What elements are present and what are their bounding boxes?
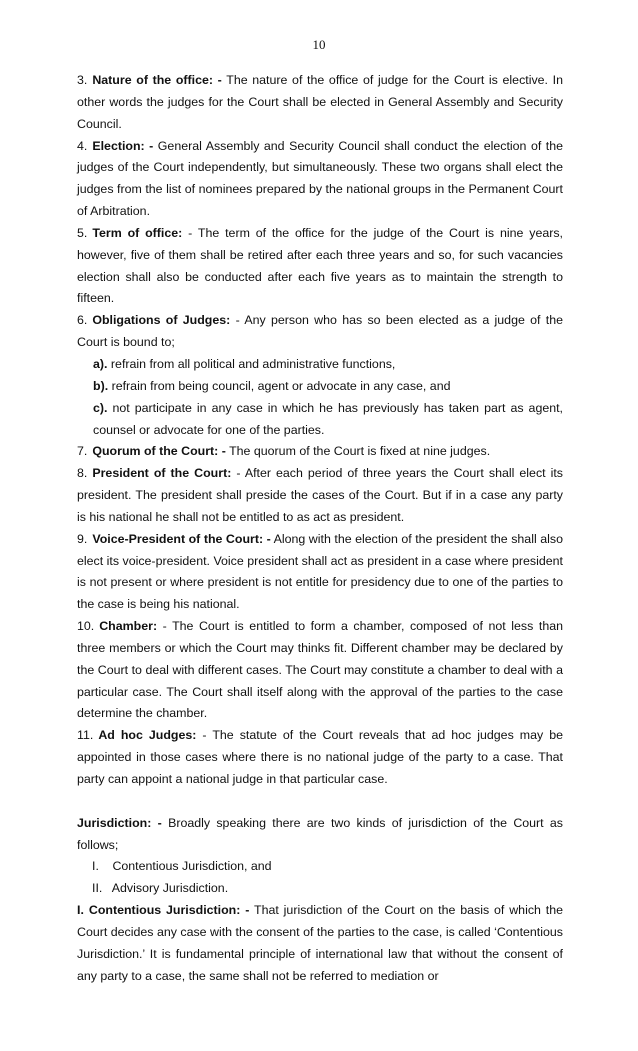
section-heading: Jurisdiction: - [77,815,162,830]
text-line: That jurisdiction of the Court on the basis of which the [254,903,564,918]
text-line: the Court to deal with different cases. The Court may constitute a chamber to deal with [77,662,553,677]
text-line: refrain from all political and administrative functions, [110,356,396,371]
item-heading: Voice-President of the Court: - [92,531,271,546]
text-line: - The term of the office for the judge of the Court is nine years, [188,225,563,240]
text-line: Contentious Jurisdiction, and [112,859,272,874]
item-heading: Ad hoc Judges: [98,728,197,743]
text-line: Broadly speaking there are two kinds of jurisdiction of the Court as [168,815,563,830]
text-line: election shall also be conducted after each five years as to maintain the strength to [77,269,563,284]
text-line: The nature of the office of judge for the Court is elective. In [226,73,563,87]
paragraph-jurisdiction [77,813,563,857]
text-line: Council. [77,116,122,131]
text-line: also elect its voice-president. Voice president shall act as president in a case where [77,531,563,568]
text-line: is his national he shall not be entitled to as act as president. [77,509,405,524]
item-heading: Chamber: [99,619,158,634]
text-line: not participate in any case in which he has previously has taken part as agent, [112,400,564,415]
item-number: 9. [77,531,88,546]
item-heading: Nature of the office: - [92,73,222,87]
item-heading: Term of office: [92,225,183,240]
text-line: refrain from being council, agent or advocate in any case, and [111,378,451,393]
page-number: 10 [312,37,326,52]
text-line: fifteen. [77,291,115,306]
obligation-a [77,354,563,376]
sub-item-label: a). [93,356,108,371]
text-line: - Any person who has so been elected as a judge of the [235,313,563,328]
paragraph-ad-hoc-judges [77,725,563,791]
text-line: Court is bound to; [77,335,175,350]
paragraph-quorum [77,441,563,463]
text-line: - The Court is entitled to form a chamber, composed of not less than [162,619,563,634]
text-line: determine the chamber. [77,706,208,721]
item-heading: Obligations of Judges: [92,313,231,328]
text-line: however, five of them shall be retired after each three years and so, for such vacancies [77,247,563,262]
item-number: 6. [77,313,88,328]
text-line: Court decides any case with the consent of the parties to the case, is called [77,924,491,939]
text-line: General Assembly and Security Council shall conduct the election of the [157,138,563,153]
document-body [77,70,563,987]
section-heading: Contentious Jurisdiction: - [88,903,250,918]
paragraph-nature-of-office [77,70,563,136]
item-number: 8. [77,466,88,481]
paragraph-election [77,136,563,223]
text-line: party can appoint a national judge in that particular case. [77,772,388,786]
paragraph-contentious-jurisdiction [77,900,563,987]
text-line: appointed in those cases where there is no national judge of the party to a case. That [77,750,563,765]
item-number: 11. [77,728,94,743]
sub-item-label: b). [93,378,109,393]
obligation-c [77,398,563,442]
paragraph-voice-president [77,529,563,616]
text-line: Along with the election of the president the shall [273,531,537,546]
text-line: president is not present or where president is not entitle for presidency due to one of the [77,553,563,590]
item-number: 4. [77,138,88,153]
item-heading: President of the Court: [92,466,232,481]
text-line: Court of Arbitration. [77,182,563,219]
paragraph-chamber [77,616,563,725]
text-line: The quorum of the Court is fixed at nine judges. [229,444,491,459]
text-line: judges from the list of nominees prepared by the national groups in the Permanent [77,182,530,197]
item-heading: Quorum of the Court: - [92,444,226,459]
text-line: parties to the case is being his national. [77,575,563,612]
jurisdiction-kind-1 [77,856,563,878]
text-line: other words the judges for the Court shall be elected in General Assembly and Security [77,94,563,109]
text-line: - The statute of the Court reveals that ad hoc judges may be [202,728,563,743]
text-line: three members or which the Court may thinks fit. Different chamber may be declared by [77,640,563,655]
item-heading: Election: - [92,138,154,153]
text-line: consent of any party to a case, the same shall not be referred to mediation or [77,946,563,983]
paragraph-gap [77,791,563,813]
paragraph-term-of-office [77,223,563,310]
sub-item-label: c). [93,400,108,415]
text-line: president. The president shall preside the cases of the Court. But if in a case any party [77,488,563,503]
text-line: counsel or advocate for one of the parties. [93,422,325,437]
paragraph-obligations [77,310,563,354]
text-line: ‘Contentious Jurisdiction.’ It is fundamental principle of international law that without the [77,924,563,961]
item-number: 5. [77,225,88,240]
text-line: follows; [77,837,119,852]
obligation-b [77,376,563,398]
item-number: 10. [77,619,95,634]
text-line: judges of the Court independently, but simultaneously. These two organs shall elect the [77,160,563,175]
item-number: 7. [77,444,88,459]
sub-item-label: II. [92,881,103,896]
text-line: - After each period of three years the Court shall elect its [236,466,563,481]
text-line: a particular case. The Court shall itself along with the approval of the parties to the case [77,662,563,699]
sub-item-label: I. [92,859,99,874]
item-number: 3. [77,73,88,87]
jurisdiction-kind-2 [77,878,563,900]
paragraph-president [77,463,563,529]
text-line: Advisory Jurisdiction. [111,881,229,896]
item-number: I. [77,903,84,918]
